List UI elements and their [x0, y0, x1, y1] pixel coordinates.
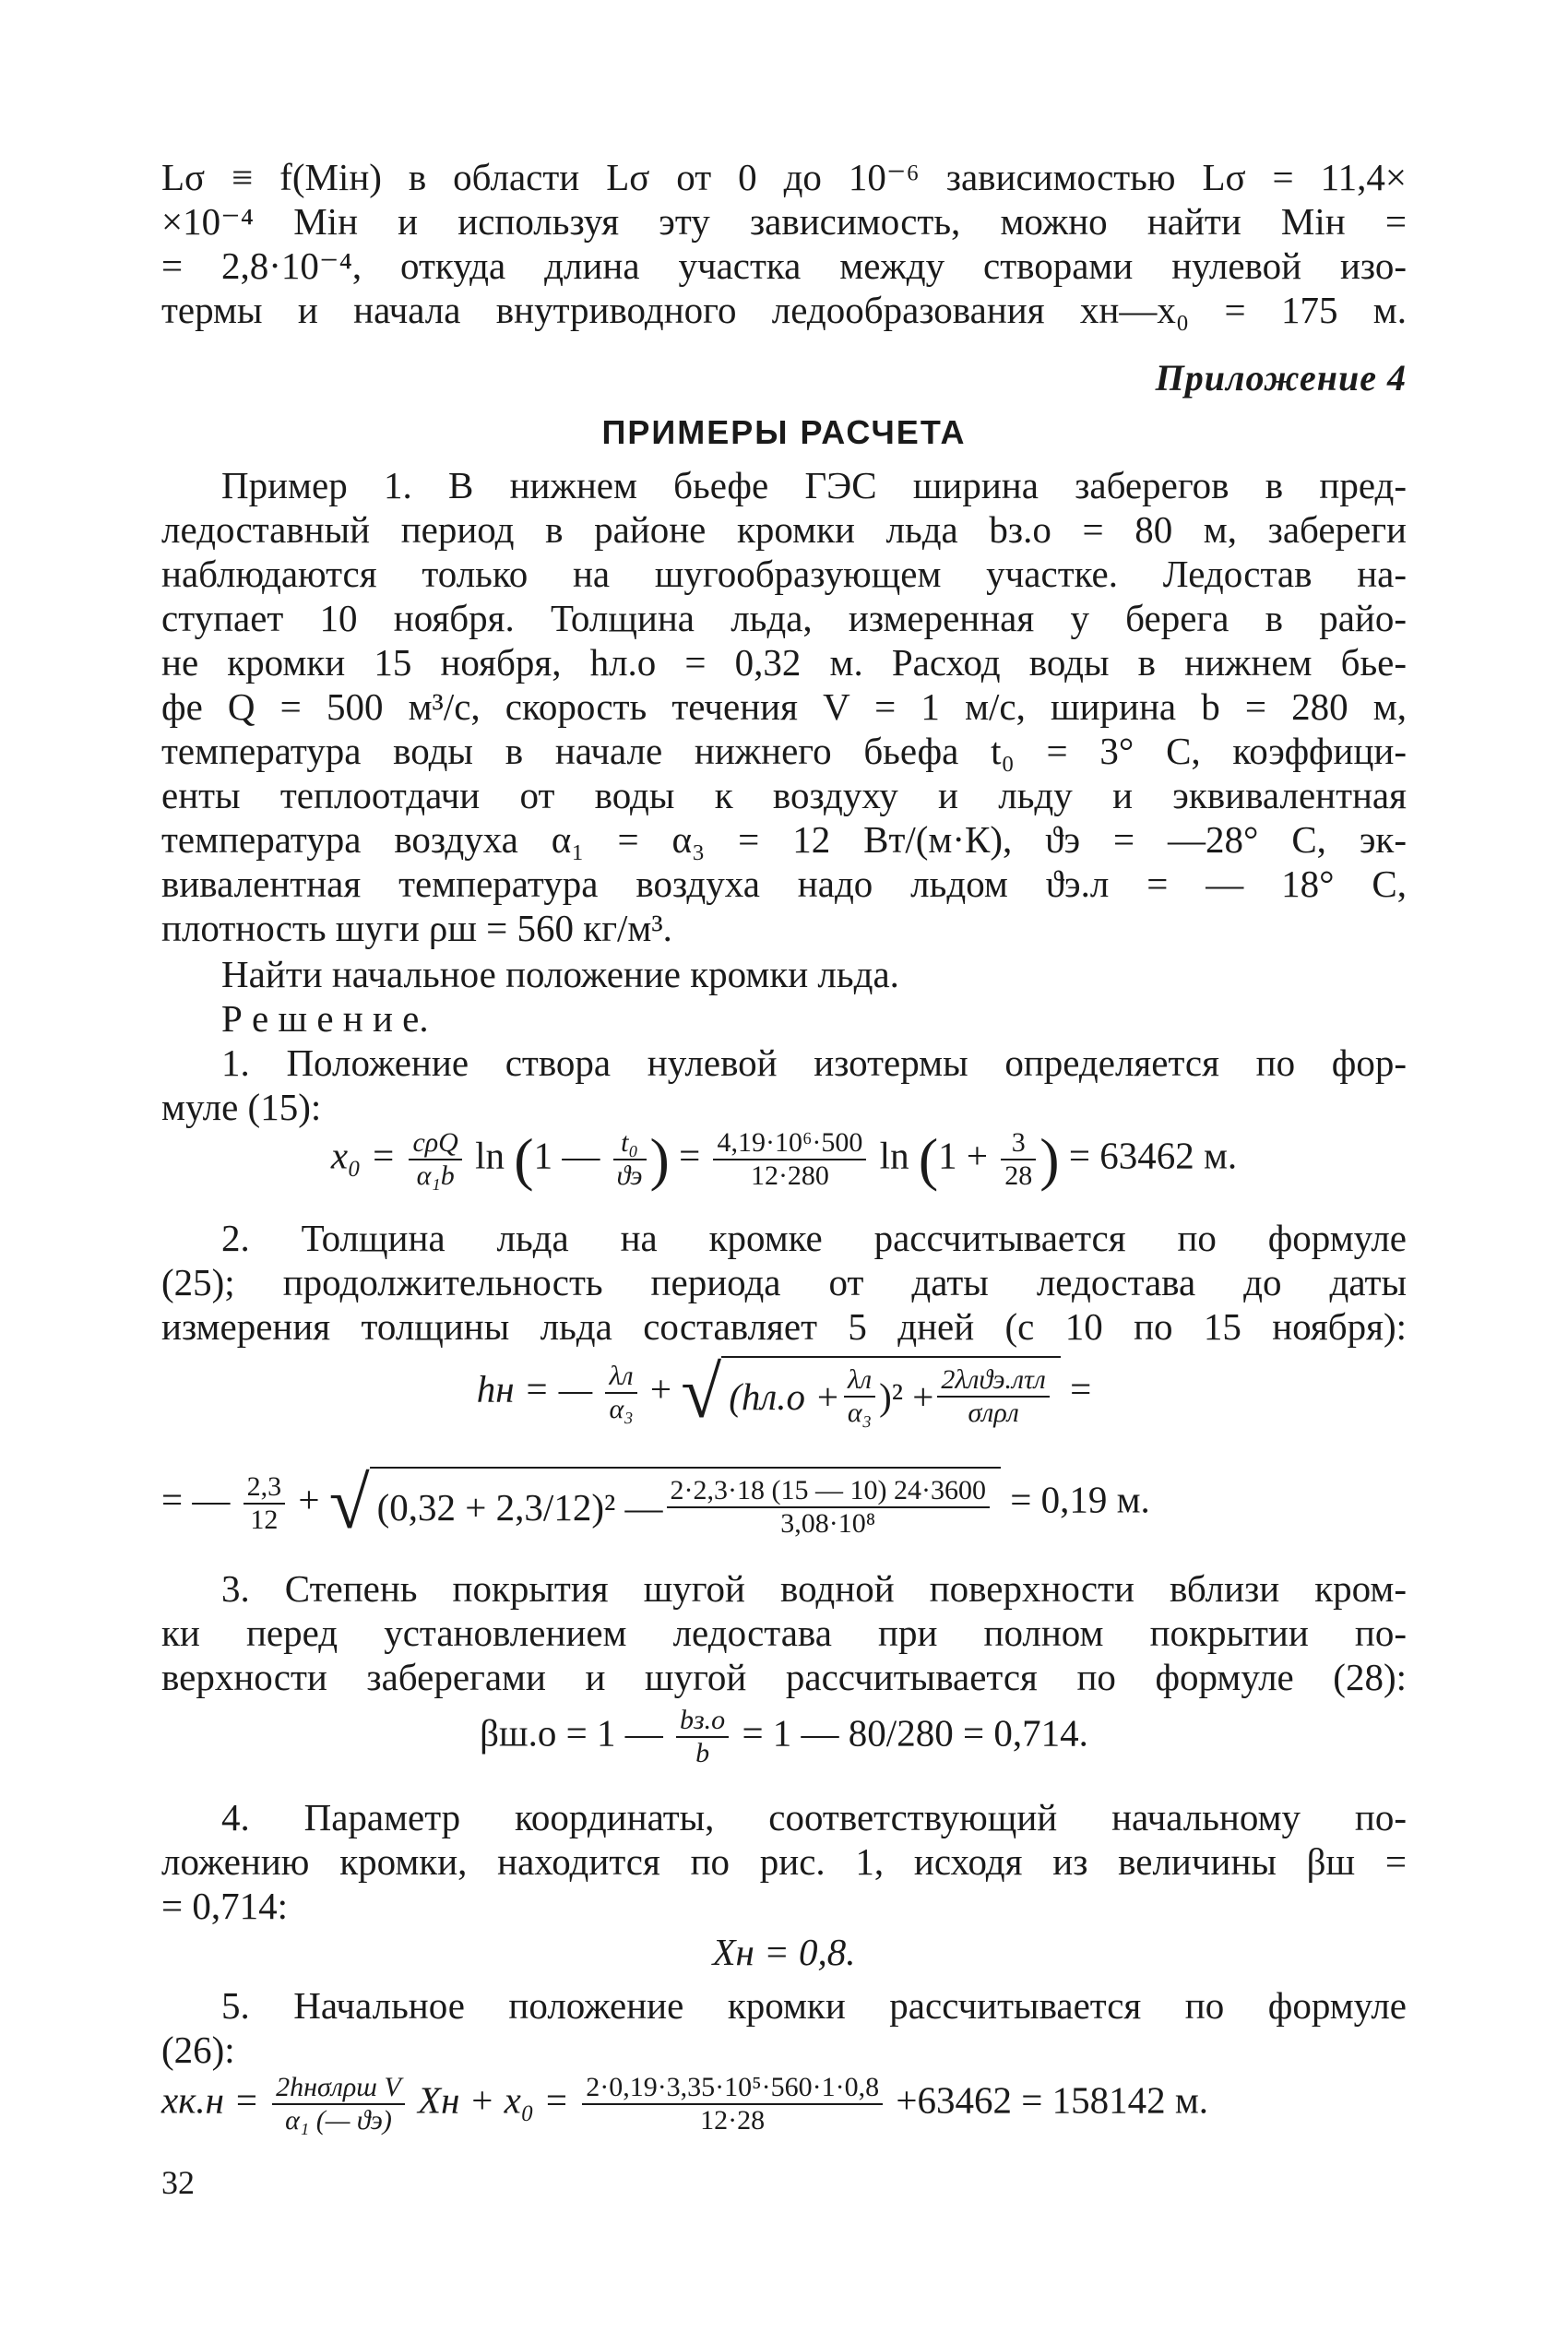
eq-term: Xн + x₀ = [418, 2078, 569, 2122]
fraction [844, 1364, 875, 1429]
eq-term: )² + [879, 1375, 934, 1418]
text-line: 5. Начальное положение кромки рассчитывается по формуле [221, 1984, 1407, 2027]
fraction [713, 1127, 866, 1192]
eq-sign: = [679, 1134, 701, 1177]
fraction [582, 2072, 883, 2136]
fraction [605, 1361, 636, 1425]
eq-term: 1 — [533, 1134, 600, 1177]
text-line: измерения толщины льда составляет 5 дней (с 10 по 15 ноября): [161, 1305, 1407, 1348]
ln-operator: ln [475, 1134, 505, 1177]
equation-xn: Xн = 0,8. [712, 1931, 856, 1973]
fraction-numerator: λл [605, 1361, 636, 1394]
eq-term: 1 + [938, 1134, 989, 1177]
text-line: ложению кромки, находится по рис. 1, исходя из величины βш = [161, 1840, 1407, 1883]
text-line: вивалентная температура воздуха надо льдом ϑэ.л = — 18° С, [161, 863, 1407, 905]
section-title: ПРИМЕРЫ РАСЧЕТА [601, 413, 967, 451]
text-line: = 0,714: [161, 1885, 289, 1927]
eq-sign: + [298, 1478, 320, 1521]
text-line: ступает 10 ноября. Толщина льда, измеренная у берега в райо- [161, 597, 1407, 639]
text-line: верхности заберегами и шугой рассчитывается по формуле (28): [161, 1656, 1407, 1698]
text-line: 2. Толщина льда на кромке рассчитывается по формуле [221, 1217, 1407, 1259]
text-line: температура воздуха α₁ = α₃ = 12 Вт/(м·К), ϑэ = —28° С, эк- [161, 818, 1407, 861]
text-line: термы и начала внутриводного ледообразования xн—x₀ = 175 м. [161, 289, 1407, 331]
fraction-numerator: 2,3 [244, 1471, 286, 1505]
fraction-numerator: 2λлϑэ.лτл [937, 1364, 1049, 1398]
fraction-denominator: α₃ [847, 1398, 873, 1428]
fraction-denominator: 3,08·10⁸ [780, 1508, 876, 1539]
text-line: 1. Положение створа нулевой изотермы определяется по фор- [221, 1041, 1407, 1084]
eq-term: (hл.о + [729, 1375, 840, 1418]
fraction-denominator: 28 [1004, 1160, 1033, 1191]
equation-25-numeric [161, 1463, 1407, 1544]
appendix-label: Приложение 4 [1155, 357, 1407, 399]
square-root [681, 1352, 1061, 1434]
text-line: ледоставный период в районе кромки льда bз.о = 80 м, забереги [161, 508, 1407, 551]
fraction [937, 1364, 1049, 1429]
text-line: 3. Степень покрытия шугой водной поверхности вблизи кром- [221, 1567, 1407, 1610]
text-line: муле (15): [161, 1086, 322, 1128]
eq-lhs: xк.н = [161, 2078, 259, 2122]
radicand [721, 1356, 1061, 1430]
fraction-denominator: 12 [250, 1505, 279, 1535]
radical-sign: √ [681, 1352, 722, 1434]
text-line: фе Q = 500 м³/с, скорость течения V = 1 м/с, ширина b = 280 м, [161, 685, 1407, 728]
equation-26 [161, 2072, 1407, 2136]
equation-28 [161, 1705, 1407, 1769]
eq-sign: + [649, 1367, 672, 1410]
fraction-numerator: 2·0,19·3,35·10⁵·560·1·0,8 [582, 2072, 883, 2105]
eq-result: = 0,19 м. [1010, 1478, 1150, 1521]
text-line: не кромки 15 ноября, hл.о = 0,32 м. Расход воды в нижнем бье- [161, 641, 1407, 684]
fraction-denominator: α₁b [416, 1160, 455, 1191]
eq-lhs: x₀ = [330, 1134, 397, 1177]
fraction-numerator: 2hнσлρш V [272, 2072, 405, 2105]
fraction [244, 1471, 286, 1536]
text-line: енты теплоотдачи от воды к воздуху и льду и эквивалентная [161, 774, 1407, 816]
eq-result: +63462 = 158142 м. [896, 2078, 1209, 2122]
eq-lhs: hн = — [476, 1367, 593, 1410]
paren: ) [1039, 1126, 1060, 1192]
text-line: наблюдаются только на шугообразующем участке. Ледостав на- [161, 553, 1407, 595]
page-number: 32 [161, 2164, 195, 2201]
task-line: Найти начальное положение кромки льда. [221, 953, 899, 995]
text-line: ×10⁻⁴ Miн и используя эту зависимость, можно найти Miн = [161, 200, 1407, 243]
text-line: (26): [161, 2029, 235, 2071]
fraction-numerator: λл [844, 1364, 875, 1398]
text-line: ки перед установлением ледостава при полном покрытии по- [161, 1612, 1407, 1654]
fraction-denominator: σлρл [968, 1398, 1019, 1428]
text-line: температура воды в начале нижнего бьефа t₀ = 3° С, коэффици- [161, 730, 1407, 772]
eq-result: = 1 — 80/280 = 0,714. [742, 1711, 1088, 1755]
fraction [272, 2072, 405, 2136]
fraction-numerator: 3 [1001, 1127, 1036, 1160]
paren: ( [514, 1126, 534, 1192]
square-root [328, 1463, 1001, 1544]
fraction-denominator: b [695, 1738, 710, 1768]
fraction-denominator: α₁ (— ϑэ) [285, 2105, 392, 2136]
fraction-denominator: 12·28 [700, 2105, 766, 2136]
fraction-numerator: 2·2,3·18 (15 — 10) 24·3600 [667, 1475, 990, 1508]
equation-15 [161, 1125, 1407, 1194]
fraction [1001, 1127, 1036, 1192]
equation-25-general [161, 1352, 1407, 1434]
eq-sign: = [1070, 1367, 1092, 1410]
eq-sign: = — [161, 1478, 231, 1521]
text-line: 4. Параметр координаты, соответствующий начальному по- [221, 1796, 1407, 1838]
text-line: плотность шуги ρш = 560 кг/м³. [161, 907, 672, 949]
fraction [409, 1127, 461, 1192]
paren: ) [649, 1126, 670, 1192]
fraction [676, 1705, 729, 1769]
fraction-denominator: α₃ [609, 1394, 634, 1424]
fraction-denominator: 12·280 [750, 1160, 829, 1191]
eq-lhs: βш.о = 1 — [480, 1711, 663, 1755]
text-line: Lσ ≡ f(Miн) в области Lσ от 0 до 10⁻⁶ зависимостью Lσ = 11,4× [161, 156, 1407, 198]
eq-term: (0,32 + 2,3/12)² — [376, 1486, 663, 1529]
example-heading-line: Пример 1. В нижнем бьефе ГЭС ширина заберегов в пред- [221, 464, 1407, 506]
ln-operator: ln [879, 1134, 909, 1177]
fraction-numerator: 4,19·10⁶·500 [713, 1127, 866, 1160]
text-line: = 2,8·10⁻⁴, откуда длина участка между створами нулевой изо- [161, 244, 1407, 287]
fraction-numerator: cρQ [409, 1127, 461, 1160]
text-line: (25); продолжительность периода от даты ледостава до даты [161, 1261, 1407, 1303]
fraction [613, 1127, 647, 1192]
fraction-denominator: ϑэ [616, 1160, 643, 1191]
radicand [370, 1467, 1001, 1541]
radical-sign: √ [328, 1463, 370, 1544]
fraction-numerator: bз.о [676, 1705, 729, 1738]
fraction-numerator: t₀ [613, 1127, 647, 1160]
eq-result: = 63462 м. [1068, 1134, 1238, 1177]
fraction [667, 1475, 990, 1540]
solution-label: Р е ш е н и е. [221, 997, 429, 1040]
paren: ( [918, 1126, 939, 1192]
